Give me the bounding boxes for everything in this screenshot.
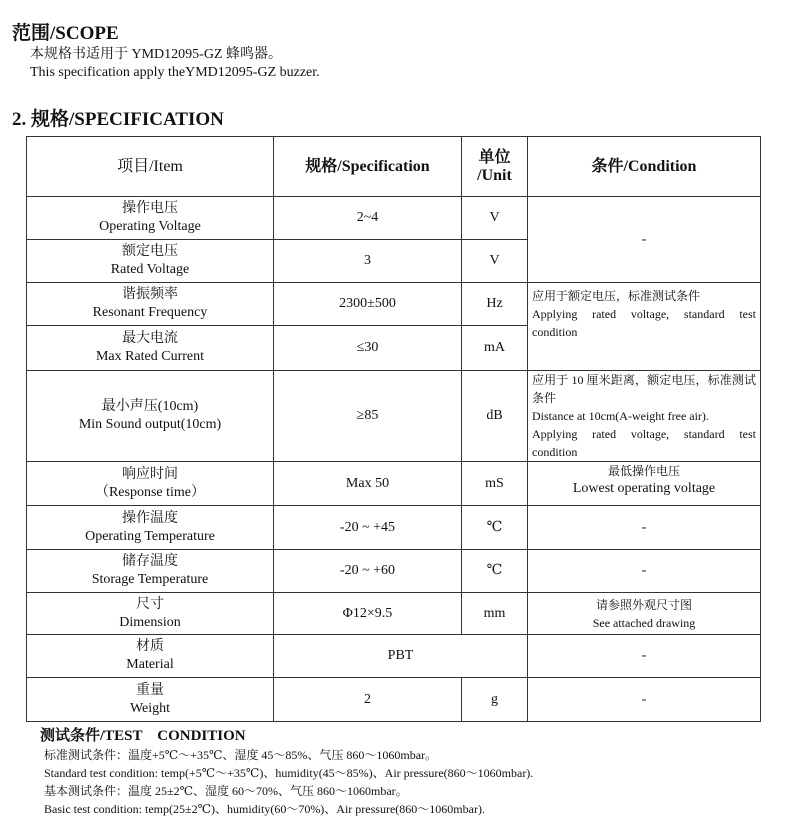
table-header-row: [27, 137, 761, 197]
item-name-cn: 尺寸: [136, 596, 164, 612]
item-name: [27, 462, 274, 506]
spec-value: 2300±500: [274, 283, 462, 326]
unit-value: mS: [462, 462, 528, 506]
item-name: [27, 635, 274, 678]
condition-text-cn: 应用于 10 厘米距离，额定电压，标准测试条件: [532, 373, 756, 405]
item-name-cn: 谐振频率: [122, 287, 178, 302]
item-name: [27, 593, 274, 635]
condition-text-en: Applying rated voltage, standard test condition: [532, 427, 756, 459]
scope-text-en: This specification apply theYMD12095-GZ buzzer.: [30, 65, 320, 80]
item-name-cn: 最大电流: [122, 331, 178, 346]
condition-cell: -: [528, 197, 761, 283]
item-name: [27, 678, 274, 722]
item-name-cn: 操作温度: [122, 510, 178, 526]
condition-cell: -: [528, 678, 761, 722]
specification-heading: 2. 规格/SPECIFICATION: [12, 109, 224, 130]
spec-value: Φ12×9.5: [274, 593, 462, 635]
table-row: [27, 550, 761, 593]
condition-text-en: Lowest operating voltage: [572, 481, 716, 496]
item-name-en: Dimension: [119, 614, 181, 630]
table-row: [27, 593, 761, 635]
item-name-cn: 最小声压(10cm): [101, 399, 199, 414]
item-name: [27, 506, 274, 550]
condition-text-cn: 最低操作电压: [607, 464, 680, 478]
table-row: [27, 283, 761, 326]
item-name-en: Operating Temperature: [85, 528, 215, 544]
condition-text-cn: 请参照外观尺寸图: [595, 597, 692, 612]
scope-text-cn: 本规格书适用于 YMD12095-GZ 蜂鸣器。: [30, 47, 282, 62]
item-name-cn: 储存温度: [122, 554, 178, 569]
unit-value: Hz: [462, 283, 528, 326]
spec-value: Max 50: [274, 462, 462, 506]
spec-value: 3: [274, 240, 462, 283]
spec-value: ≥85: [274, 371, 462, 462]
item-name: [27, 240, 274, 283]
table-row: [27, 371, 761, 462]
unit-value: dB: [462, 371, 528, 462]
item-name-en: Material: [126, 657, 174, 672]
header-unit-cn: 单位: [478, 148, 511, 166]
item-name-cn: 响应时间: [122, 466, 178, 482]
basic-condition-en: Basic test condition: temp(25±2℃)、humidity(60～70%)、Air pressure(860～1060mbar).: [44, 802, 485, 816]
spec-value: 2~4: [274, 197, 462, 240]
standard-condition-cn: 标准测试条件：温度+5℃～+35℃、湿度 45～85%、气压 860～1060mbar。: [44, 748, 438, 762]
unit-value: mA: [462, 326, 528, 371]
condition-text-cn: 应用于额定电压，标准测试条件: [532, 289, 701, 303]
condition-cell: -: [528, 550, 761, 593]
spec-value: -20 ~ +60: [274, 550, 462, 593]
table-row: [27, 506, 761, 550]
item-name: [27, 550, 274, 593]
spec-value: PBT: [274, 635, 528, 678]
condition-cell: -: [528, 635, 761, 678]
item-name: [27, 326, 274, 371]
header-unit: [462, 137, 528, 197]
standard-condition-en: Standard test condition: temp(+5℃～+35℃)、humidity(45～85%)、Air pressure(860～1060mbar).: [44, 766, 534, 780]
spec-value: ≤30: [274, 326, 462, 371]
basic-condition-cn: 基本测试条件：温度 25±2℃、湿度 60～70%、气压 860～1060mbar。: [44, 784, 408, 798]
item-name-en: Storage Temperature: [91, 572, 209, 587]
spec-value: 2: [274, 678, 462, 722]
condition-text-en: Distance at 10cm(A-weight free air).: [532, 409, 709, 423]
header-condition: 条件/Condition: [528, 137, 761, 197]
item-name-en: Rated Voltage: [110, 262, 190, 277]
condition-cell: [528, 371, 761, 462]
item-name-en: Resonant Frequency: [92, 305, 208, 320]
specification-table: [26, 136, 761, 722]
table-row: [27, 678, 761, 722]
condition-cell: [528, 283, 761, 371]
item-name-en: Weight: [129, 700, 171, 716]
condition-text-en: See attached drawing: [592, 615, 696, 630]
unit-value: V: [462, 240, 528, 283]
item-name: [27, 371, 274, 462]
test-condition-heading: 测试条件/TEST CONDITION: [40, 728, 246, 744]
header-unit-en: /Unit: [477, 166, 512, 184]
item-name: [27, 283, 274, 326]
scope-heading: 范围/SCOPE: [12, 23, 119, 44]
table-row: [27, 462, 761, 506]
unit-value: ℃: [462, 550, 528, 593]
table-row: [27, 635, 761, 678]
spec-value: -20 ~ +45: [274, 506, 462, 550]
item-name-en: Operating Voltage: [99, 219, 201, 234]
table-row: [27, 197, 761, 240]
item-name-en: Max Rated Current: [95, 349, 205, 364]
item-name-en: （Response time）: [94, 484, 206, 500]
unit-value: ℃: [462, 506, 528, 550]
item-name-cn: 材质: [136, 639, 164, 654]
condition-cell: -: [528, 506, 761, 550]
unit-value: V: [462, 197, 528, 240]
condition-cell: [528, 593, 761, 635]
header-item: 项目/Item: [27, 137, 274, 197]
unit-value: g: [462, 678, 528, 722]
item-name-cn: 重量: [136, 682, 164, 698]
header-specification: 规格/Specification: [274, 137, 462, 197]
item-name-en: Min Sound output(10cm): [78, 417, 222, 432]
item-name: [27, 197, 274, 240]
item-name-cn: 操作电压: [122, 201, 178, 216]
condition-text-en: Applying rated voltage, standard test condition: [532, 307, 756, 339]
item-name-cn: 额定电压: [122, 244, 178, 259]
unit-value: mm: [462, 593, 528, 635]
condition-cell: [528, 462, 761, 506]
